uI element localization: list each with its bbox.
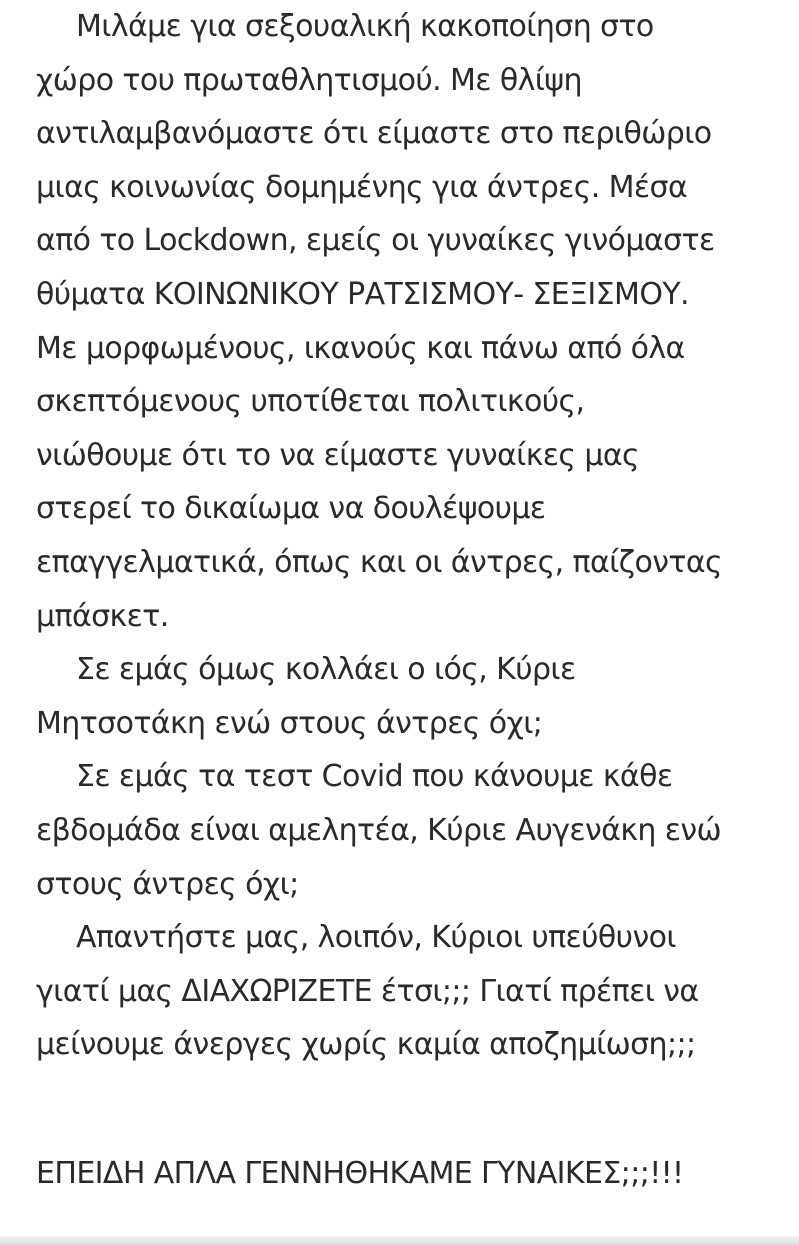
paragraph-line: γιατί μας ΔΙΑΧΩΡΙΖΕΤΕ έτσι;;; Γιατί πρέπει να xyxy=(36,973,699,1009)
paragraph-line: στερεί το δικαίωμα να δουλέψουμε xyxy=(36,491,546,527)
paragraph-line: επαγγελματικά, όπως και οι άντρες, παίζοντας xyxy=(36,544,722,580)
bottom-edge xyxy=(0,1236,799,1245)
paragraph-line: Μιλάμε για σεξουαλική κακοποίηση στο xyxy=(76,9,654,44)
paragraph-line: Σε εμάς τα τεστ Covid που κάνουμε κάθε xyxy=(76,759,673,795)
paragraph-line: αντιλαμβανόμαστε ότι είμαστε στο περιθώριο xyxy=(36,116,712,152)
paragraph-line: νιώθουμε ότι το να είμαστε γυναίκες μας xyxy=(36,437,640,473)
paragraph-line: εβδομάδα είναι αμελητέα, Κύριε Αυγενάκη ενώ xyxy=(36,812,722,848)
paragraph-line: σκεπτόμενους υποτίθεται πολιτικούς, xyxy=(36,384,585,420)
paragraph-line: Μητσοτάκη ενώ στους άντρες όχι; xyxy=(36,705,543,741)
closing-statement: ΕΠΕΙΔΗ ΑΠΛΑ ΓΕΝΝΗΘΗΚΑΜΕ ΓΥΝΑΙΚΕΣ;;;!!! xyxy=(36,1156,684,1191)
paragraph-line: μπάσκετ. xyxy=(36,598,169,634)
paragraph-line: Με μορφωμένους, ικανούς και πάνω από όλα xyxy=(36,330,685,366)
paragraph-line: χώρο του πρωταθλητισμού. Με θλίψη xyxy=(36,62,582,98)
paragraph-line: από το Lockdown, εμείς οι γυναίκες γινόμαστε xyxy=(36,223,715,259)
paragraph-line: μιας κοινωνίας δομημένης για άντρες. Μέσα xyxy=(36,169,688,205)
paragraph-line: μείνουμε άνεργες χωρίς καμία αποζημίωση;;; xyxy=(36,1027,696,1063)
paragraph-line: θύματα ΚΟΙΝΩΝΙΚΟΥ ΡΑΤΣΙΣΜΟΥ- ΣΕΞΙΣΜΟΥ. xyxy=(36,276,689,312)
body-text xyxy=(36,0,776,1072)
paragraph-line: Απαντήστε μας, λοιπόν, Κύριοι υπεύθυνοι xyxy=(76,920,676,956)
paragraph-line: στους άντρες όχι; xyxy=(36,866,299,902)
paragraph-line: Σε εμάς όμως κολλάει ο ιός, Κύριε xyxy=(76,652,576,688)
